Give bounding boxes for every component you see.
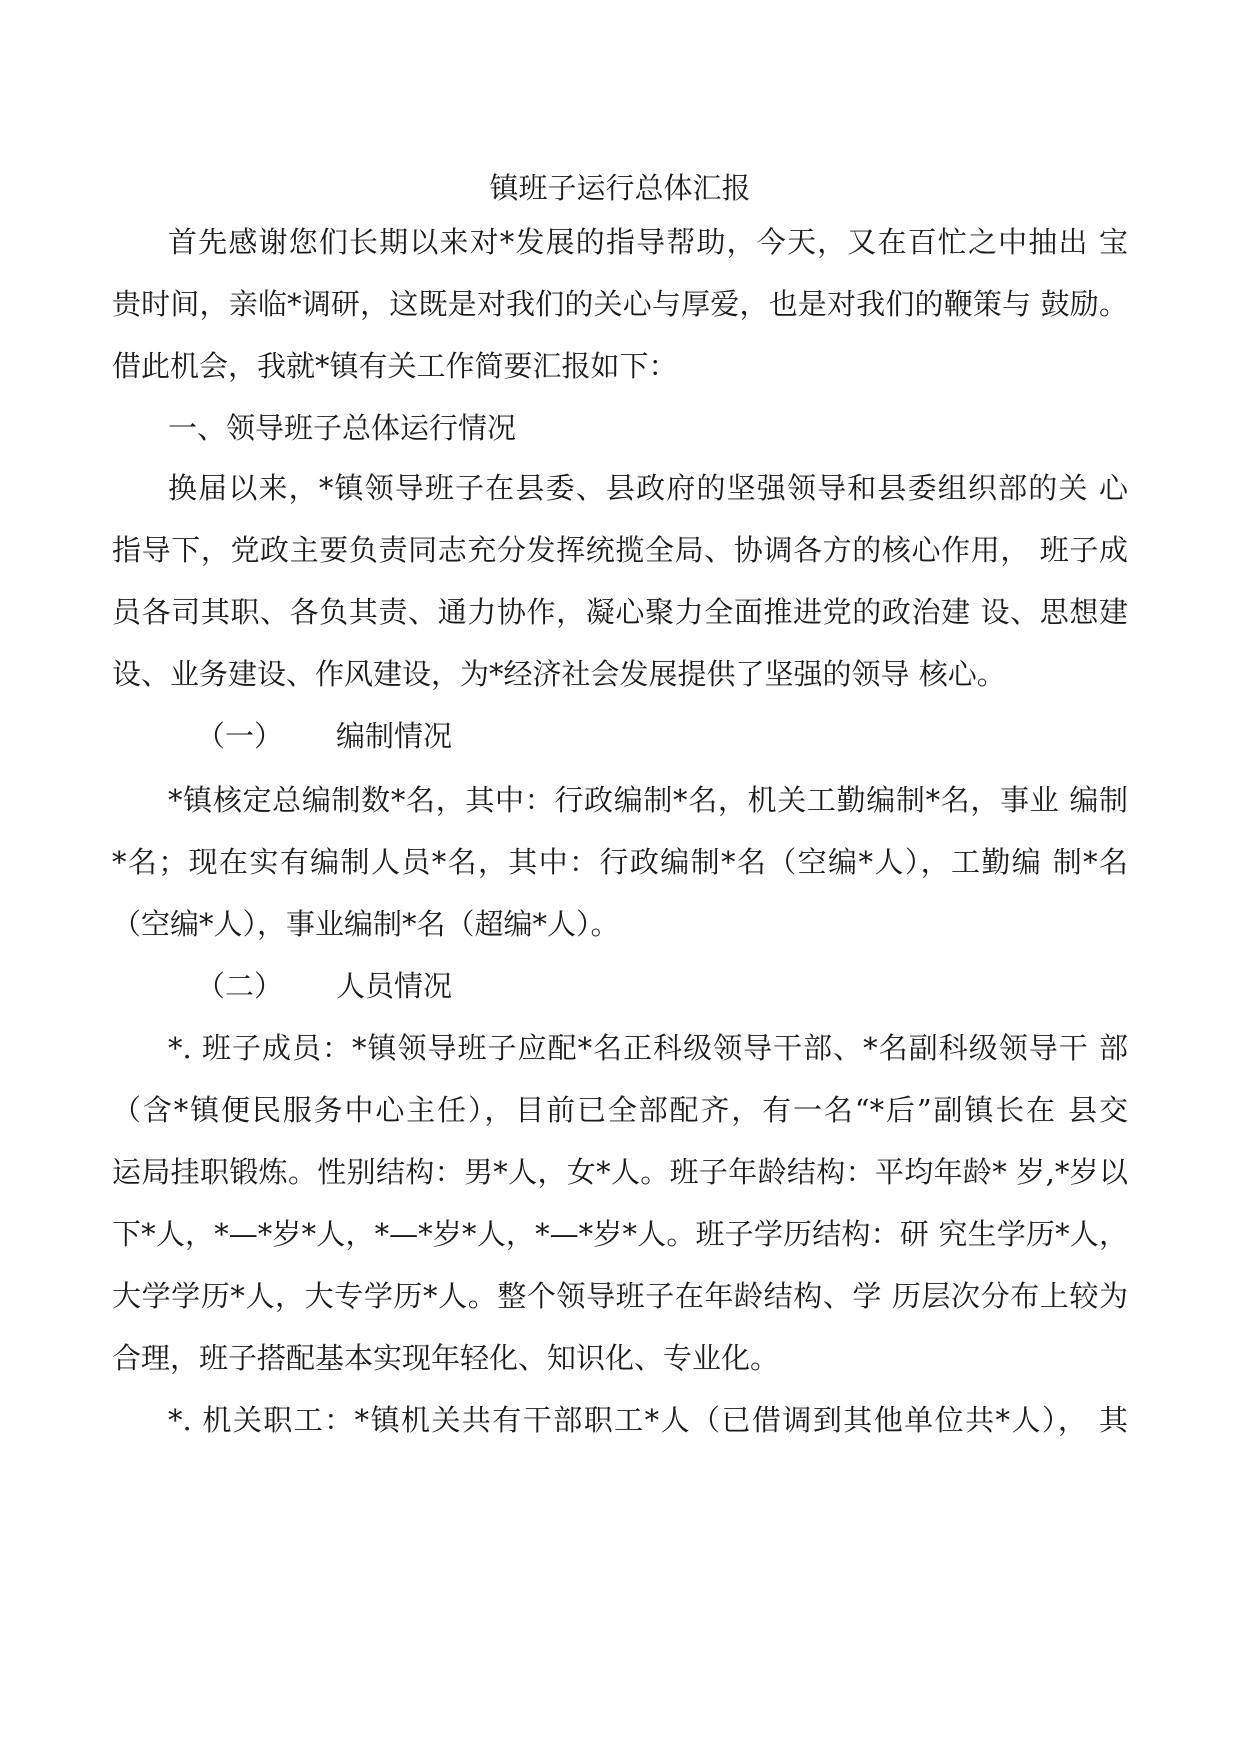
sub2-line-6: 合理，班子搭配基本实现年轻化、知识化、专业化。: [112, 1341, 780, 1375]
sub1-line-1: *镇核定总编制数*名，其中：行政编制*名，机关工勤编制*名，事业 编制: [168, 783, 1128, 817]
sub2-line-5: 大学学历*人，大专学历*人。整个领导班子在年龄结构、学 历层次分布上较为: [112, 1279, 1128, 1313]
section1-line-1: 换届以来，*镇领导班子在县委、县政府的坚强领导和县委组织部的关 心: [168, 471, 1128, 505]
subsection-2-number: （二）: [196, 969, 284, 1003]
intro-line-2: 贵时间，亲临*调研，这既是对我们的关心与厚爱，也是对我们的鞭策与 鼓励。: [112, 287, 1128, 321]
section1-line-4: 设、业务建设、作风建设，为*经济社会发展提供了坚强的领导 核心。: [112, 657, 1006, 691]
sub2-line-4: 下*人，*—*岁*人，*—*岁*人，*—*岁*人。班子学历结构：研 究生学历*人，: [112, 1217, 1128, 1251]
section1-line-3: 员各司其职、各负其责、通力协作，凝心聚力全面推进党的政治建 设、思想建: [112, 595, 1128, 629]
subsection-1-title: 编制情况: [336, 719, 453, 753]
subsection-2-title: 人员情况: [336, 969, 453, 1003]
sub2-line-3: 运局挂职锻炼。性别结构：男*人，女*人。班子年龄结构：平均年龄* 岁,*岁以: [112, 1155, 1128, 1189]
section-heading-1: 一、领导班子总体运行情况: [168, 411, 517, 445]
sub2-line-1: *. 班子成员：*镇领导班子应配*名正科级领导干部、*名副科级领导干 部: [168, 1031, 1128, 1065]
sub2-line-2: （含*镇便民服务中心主任），目前已全部配齐，有一名“*后”副镇长在 县交: [112, 1093, 1128, 1127]
intro-line-3: 借此机会，我就*镇有关工作简要汇报如下：: [112, 349, 678, 383]
sub2-para2-line-1: *. 机关职工：*镇机关共有干部职工*人（已借调到其他单位共*人）， 其: [168, 1403, 1128, 1437]
subsection-1-number: （一）: [196, 719, 284, 753]
section1-line-2: 指导下，党政主要负责同志充分发挥统揽全局、协调各方的核心作用， 班子成: [112, 533, 1128, 567]
page-title: 镇班子运行总体汇报: [489, 171, 751, 205]
sub1-line-2: *名；现在实有编制人员*名，其中：行政编制*名（空编*人），工勤编 制*名: [112, 845, 1128, 879]
intro-line-1: 首先感谢您们长期以来对*发展的指导帮助，今天，又在百忙之中抽出 宝: [168, 225, 1128, 259]
sub1-line-3: （空编*人），事业编制*名（超编*人）。: [112, 907, 620, 941]
